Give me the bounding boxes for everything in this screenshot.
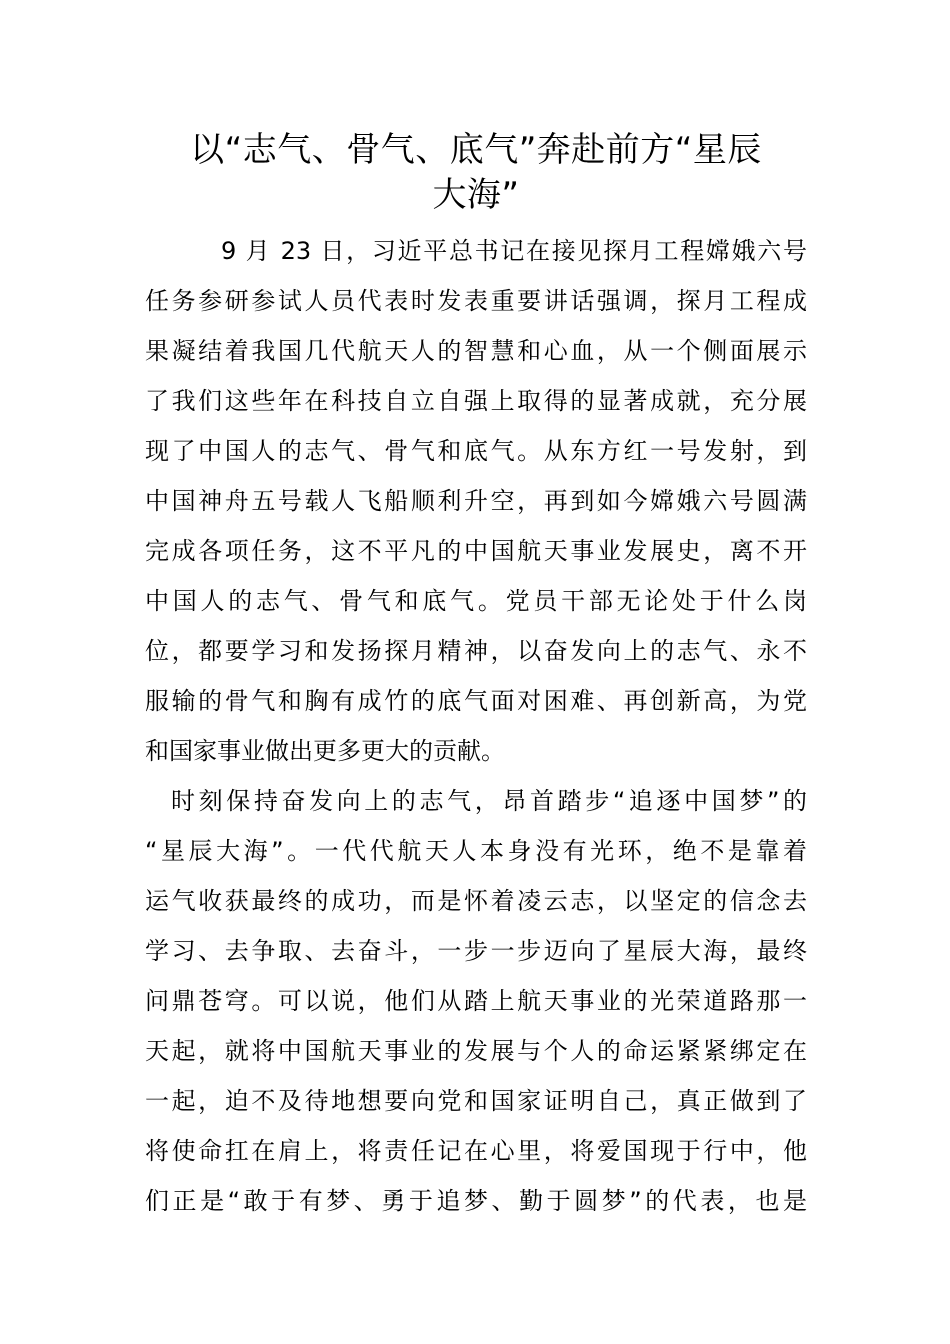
paragraph-line: 将使命扛在肩上，将责任记在心里，将爱国现于行中，他 <box>145 1137 807 1165</box>
paragraph-line: 现了中国人的志气、骨气和底气。从东方红一号发射，到 <box>145 437 807 465</box>
title-line-2: 大海” <box>432 175 520 215</box>
paragraph-line: 了我们这些年在科技自立自强上取得的显著成就，充分展 <box>145 387 807 415</box>
paragraph-line: 服输的骨气和胸有成竹的底气面对困难、再创新高，为党 <box>145 687 807 715</box>
paragraph-line: 位，都要学习和发扬探月精神，以奋发向上的志气、永不 <box>145 637 807 665</box>
paragraph-line: 一起，迫不及待地想要向党和国家证明自己，真正做到了 <box>145 1087 807 1115</box>
paragraph-line: 学习、去争取、去奋斗，一步一步迈向了星辰大海，最终 <box>145 937 807 965</box>
paragraph-line: 天起，就将中国航天事业的发展与个人的命运紧紧绑定在 <box>145 1037 807 1065</box>
paragraph-line: 问鼎苍穹。可以说，他们从踏上航天事业的光荣道路那一 <box>145 987 807 1015</box>
document-title <box>145 128 807 218</box>
title-line-1: 以“志气、骨气、底气”奔赴前方“星辰 <box>190 130 762 170</box>
paragraph-line: “星辰大海”。一代代航天人本身没有光环，绝不是靠着 <box>145 837 807 865</box>
paragraph-line: 中国神舟五号载人飞船顺利升空，再到如今嫦娥六号圆满 <box>145 487 807 515</box>
paragraph-line: 果凝结着我国几代航天人的智慧和心血，从一个侧面展示 <box>145 337 807 365</box>
paragraph-line: 9 月 23 日，习近平总书记在接见探月工程嫦娥六号 <box>221 237 807 265</box>
paragraph-line: 中国人的志气、骨气和底气。党员干部无论处于什么岗 <box>145 587 807 615</box>
paragraph-line: 运气收获最终的成功，而是怀着凌云志，以坚定的信念去 <box>145 887 807 915</box>
paragraph-line: 和国家事业做出更多更大的贡献。 <box>145 737 505 765</box>
paragraph-line: 完成各项任务，这不平凡的中国航天事业发展史，离不开 <box>145 537 807 565</box>
paragraph-line: 时刻保持奋发向上的志气，昂首踏步“追逐中国梦”的 <box>171 787 807 815</box>
paragraph-line: 任务参研参试人员代表时发表重要讲话强调，探月工程成 <box>145 287 807 315</box>
paragraph-line: 们正是“敢于有梦、勇于追梦、勤于圆梦”的代表，也是 <box>145 1187 807 1215</box>
